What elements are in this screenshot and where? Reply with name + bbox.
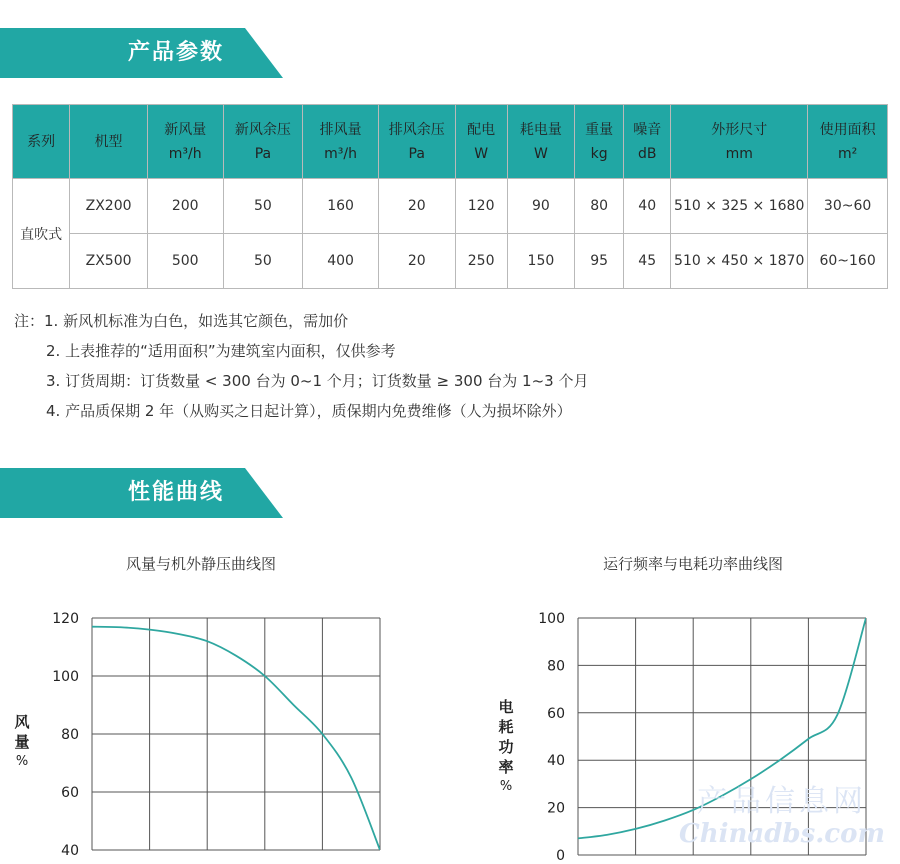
header-unit: m³/h [168,145,202,162]
y-tick-label: 40 [61,843,79,859]
y-tick-label: 60 [547,705,565,722]
header-label: 使用面积 [819,121,876,138]
table-cell: 160 [303,179,379,234]
header-label: 外形尺寸 [711,121,768,138]
y-tick-label: 0 [556,848,565,864]
table-cell: 500 [147,234,223,289]
y-axis-label-char: 电 [498,698,514,716]
table-cell: 120 [455,179,507,234]
y-tick-label: 20 [547,800,565,817]
y-tick-label: 40 [547,753,565,770]
y-axis-unit: % [499,779,513,794]
section-title-params: 产品参数 [128,40,225,65]
y-axis-label-char: 功 [498,738,514,756]
table-cell: 60~160 [808,234,888,289]
table-cell: 510 × 325 × 1680 [671,179,808,234]
y-tick-label: 60 [61,785,79,801]
header-label: 重量 [585,121,614,138]
watermark [672,786,892,850]
header-unit: dB [637,145,657,162]
table-cell: 510 × 450 × 1870 [671,234,808,289]
table-cell: 400 [303,234,379,289]
note-line-1: 注：1. 新风机标准为白色，如选其它颜色，需加价 [14,312,349,330]
y-axis-label-char: 量 [14,733,30,751]
table-cell: 45 [624,234,671,289]
series-cell: 直吹式 [13,179,70,289]
table-cell: 20 [378,234,455,289]
y-axis-unit: % [15,754,29,769]
section-title-performance: 性能曲线 [128,480,225,505]
table-cell: 40 [624,179,671,234]
y-axis-label-char: 耗 [498,718,514,736]
table-cell: 20 [378,179,455,234]
y-tick-label: 80 [61,727,79,743]
header-unit: Pa [254,145,272,162]
header-unit: kg [590,145,608,162]
header-unit: W [533,145,548,162]
table-cell: 90 [507,179,574,234]
note-line-4: 4. 产品质保期 2 年（从购买之日起计算），质保期内免费维修（人为损坏除外） [46,402,572,420]
header-label: 排风量 [319,121,362,138]
header-label: 排风余压 [388,121,445,138]
header-unit: m³/h [324,145,357,162]
y-tick-label: 100 [52,669,79,685]
watermark-line-2: Chinadbs.com [679,819,885,849]
table-cell: 50 [223,179,303,234]
watermark-line-1: 产品信息网 [697,784,867,819]
header-unit: mm [725,145,753,162]
header-unit: W [474,145,489,162]
header-unit: m² [837,145,858,162]
header-label: 新风余压 [234,121,291,138]
header-label: 耗电量 [519,121,562,138]
y-tick-label: 80 [547,658,565,675]
header-label: 噪音 [633,121,662,138]
y-axis-label-char: 率 [498,758,514,776]
header-unit: Pa [408,145,425,162]
header-label: 新风量 [164,121,207,138]
table-cell: 250 [455,234,507,289]
table-cell: 95 [575,234,624,289]
table-cell: 50 [223,234,303,289]
header-label: 系列 [27,133,56,150]
header-label: 机型 [94,133,123,150]
note-line-2: 2. 上表推荐的“适用面积”为建筑室内面积，仅供参考 [46,342,396,360]
header-label: 配电 [467,121,496,138]
note-line-3: 3. 订货周期：订货数量 < 300 台为 0~1 个月；订货数量 ≥ 300 台为 1~3 个月 [46,372,589,390]
table-cell: 150 [507,234,574,289]
table-cell: 80 [575,179,624,234]
chart-title-airflow: 风量与机外静压曲线图 [126,555,277,573]
table-cell: ZX200 [70,179,148,234]
y-tick-label: 120 [52,611,79,627]
y-tick-label: 100 [538,611,565,627]
y-axis-label-char: 风 [14,713,30,731]
chart-title-power: 运行频率与电耗功率曲线图 [603,555,784,573]
table-cell: ZX500 [70,234,148,289]
table-cell: 200 [147,179,223,234]
table-cell: 30~60 [808,179,888,234]
